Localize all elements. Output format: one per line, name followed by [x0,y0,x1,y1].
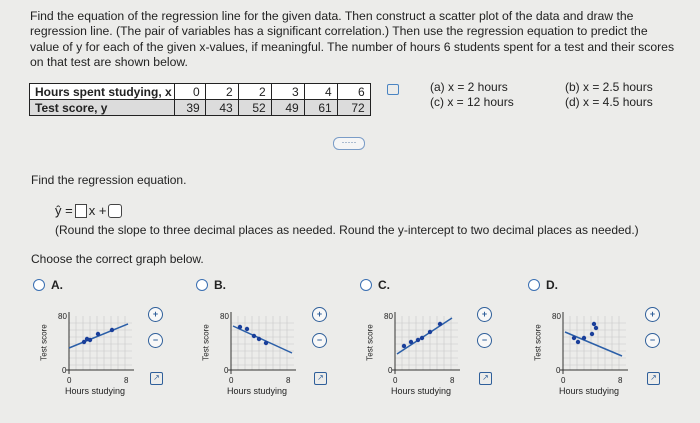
y-axis-label: Test score [365,324,375,361]
x-tick: 8 [124,376,129,385]
zoom-in-icon[interactable]: + [645,307,660,322]
y-tick-zero: 0 [62,366,67,375]
slope-input[interactable] [75,204,87,218]
y-tick-zero: 0 [556,366,561,375]
cell: 43 [205,100,238,116]
zoom-out-icon[interactable]: − [148,333,163,348]
intercept-input[interactable] [108,204,122,218]
y-axis-label: Test score [201,324,211,361]
cell: 72 [337,100,370,116]
part-b: (b) x = 2.5 hours [565,80,653,94]
cell: 4 [304,84,337,100]
zoom-out-icon[interactable]: − [645,333,660,348]
rounding-note: (Round the slope to three decimal places as needed. Round the y-intercept to two decimal places as needed.) [55,223,639,237]
choose-label: Choose the correct graph below. [31,252,204,266]
x-axis-label: Hours studying [391,386,452,396]
cell: 39 [174,100,205,116]
x-tick-zero: 0 [393,376,398,385]
row-label-hours: Hours spent studying, x [30,84,175,100]
regression-equation [55,203,122,218]
x-axis-label: Hours studying [559,386,620,396]
graph-a [38,298,138,408]
problem-line-3: value of y for each of the given x-values, if meaningful. The number of hours 6 students spent for a test and their scores [30,39,675,54]
cell: 49 [271,100,304,116]
cell: 6 [337,84,370,100]
radio-c[interactable] [360,279,372,291]
graph-c [364,298,464,408]
cell: 3 [271,84,304,100]
expand-button[interactable]: ····· [333,137,365,150]
x-tick-zero: 0 [561,376,566,385]
option-c-label: C. [378,278,390,292]
y-axis-label: Test score [533,324,543,361]
x-tick: 8 [450,376,455,385]
radio-d[interactable] [528,279,540,291]
option-d-label: D. [546,278,558,292]
y-tick: 80 [384,312,393,321]
zoom-in-icon[interactable]: + [312,307,327,322]
copy-data-icon[interactable] [387,84,399,95]
problem-line-2: regression line. (The pair of variables has a significant correlation.) Then use the regression equation to predict the [30,24,648,39]
cell: 52 [238,100,271,116]
zoom-in-icon[interactable]: + [477,307,492,322]
x-tick: 8 [286,376,291,385]
radio-b[interactable] [196,279,208,291]
open-graph-icon[interactable]: ↗ [150,372,163,385]
open-graph-icon[interactable]: ↗ [314,372,327,385]
zoom-out-icon[interactable]: − [312,333,327,348]
x-tick: 8 [618,376,623,385]
y-axis-label: Test score [39,324,49,361]
cell: 2 [238,84,271,100]
y-tick-zero: 0 [388,366,393,375]
table-row [30,84,371,100]
option-b[interactable] [196,278,226,292]
option-d[interactable] [528,278,558,292]
x-tick-zero: 0 [67,376,72,385]
find-label: Find the regression equation. [31,173,187,187]
option-a-label: A. [51,278,63,292]
y-tick: 80 [220,312,229,321]
open-graph-icon[interactable]: ↗ [479,372,492,385]
option-a[interactable] [33,278,63,292]
cell: 2 [205,84,238,100]
table-row [30,100,371,116]
problem-line-1: Find the equation of the regression line for the given data. Then construct a scatter plot of the data and draw the [30,9,634,23]
x-axis-label: Hours studying [227,386,288,396]
data-table [29,83,371,116]
graph-d [532,298,632,408]
zoom-in-icon[interactable]: + [148,307,163,322]
x-tick-zero: 0 [229,376,234,385]
row-label-score: Test score, y [30,100,175,116]
y-tick-zero: 0 [224,366,229,375]
problem-line-4: on that test are shown below. [30,54,188,69]
option-c[interactable] [360,278,390,292]
part-d: (d) x = 4.5 hours [565,95,653,109]
radio-a[interactable] [33,279,45,291]
cell: 0 [174,84,205,100]
yhat-label: ŷ = [55,203,73,218]
x-axis-label: Hours studying [65,386,126,396]
option-b-label: B. [214,278,226,292]
zoom-out-icon[interactable]: − [477,333,492,348]
cell: 61 [304,100,337,116]
x-plus-label: x + [88,203,107,218]
part-a: (a) x = 2 hours [430,80,508,94]
problem-statement [30,9,695,70]
part-c: (c) x = 12 hours [430,95,514,109]
y-tick: 80 [552,312,561,321]
graph-b [200,298,300,408]
open-graph-icon[interactable]: ↗ [647,372,660,385]
y-tick: 80 [58,312,67,321]
